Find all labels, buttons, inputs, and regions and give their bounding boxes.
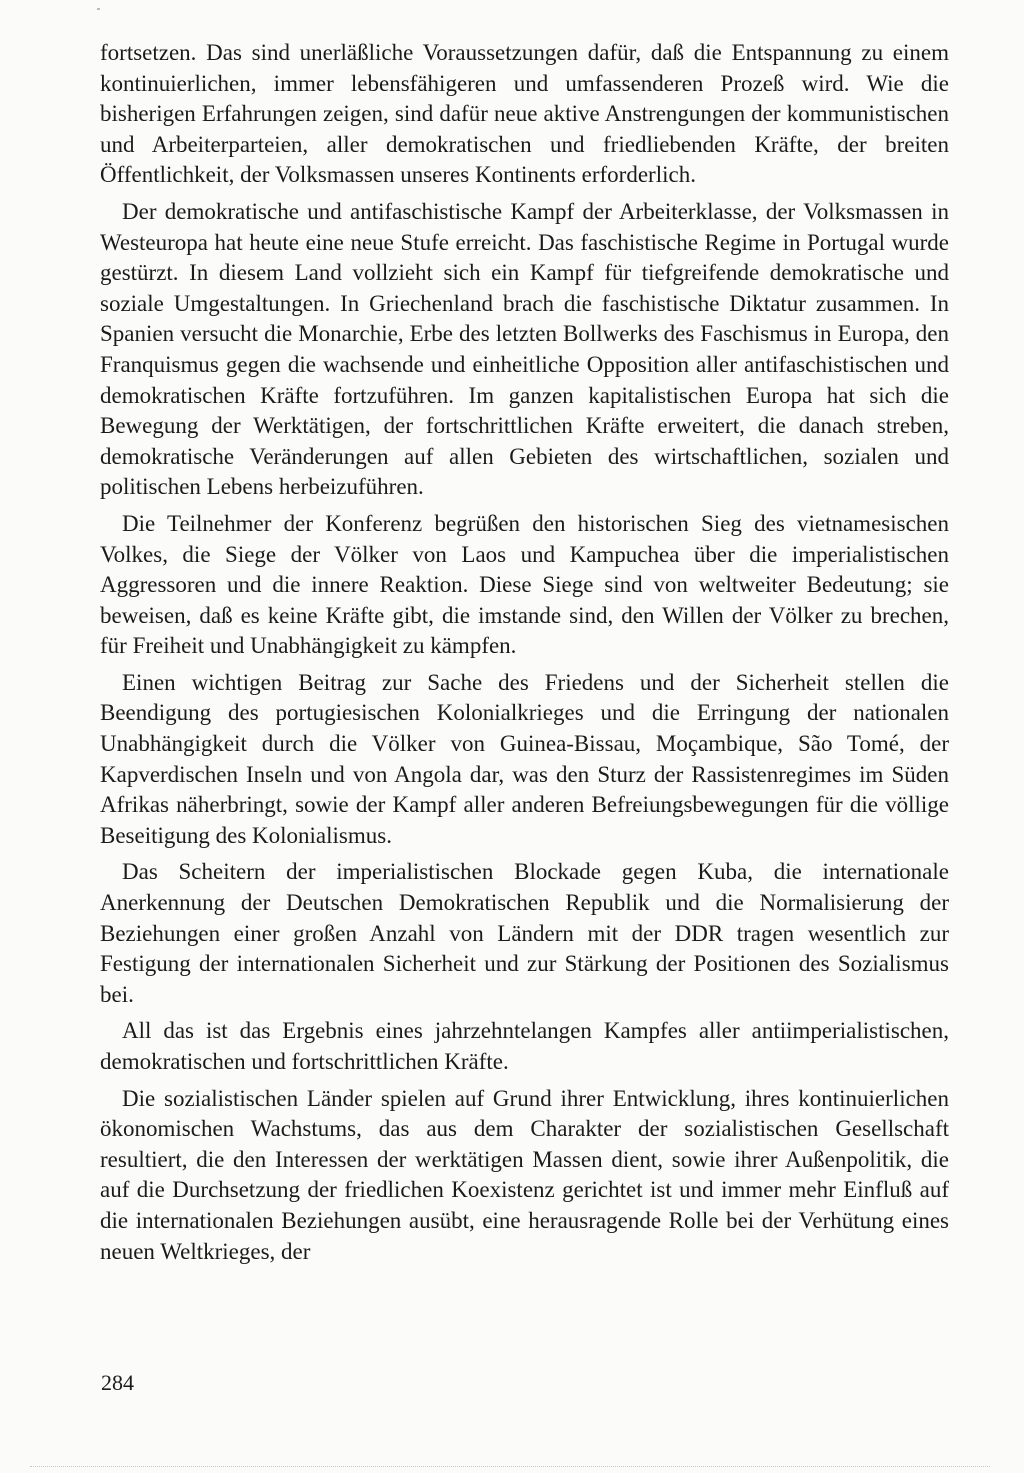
paragraph: Das Scheitern der imperialistischen Blockade gegen Kuba, die internationale Anerkennung der Deutschen Demokratischen Republik und die Normalisierung der Beziehungen einer großen Anzahl von Ländern mit der DDR tragen wesentlich zur Festigung der internationalen Sicherheit und zur Stärkung der Positionen des Sozialismus bei. [100, 859, 949, 1007]
paragraph: Der demokratische und antifaschistische Kampf der Arbeiterklasse, der Volksmassen in Westeuropa hat heute eine neue Stufe erreicht. Das faschistische Regime in Portugal wurde gestürzt. In diesem Land vollzieht sich ein Kampf für tiefgreifende demokratische und soziale Umgestaltungen. In Griechenland brach die faschistische Diktatur zusammen. In Spanien versucht die Monarchie, Erbe des letzten Bollwerks des Faschismus in Europa, den Franquismus gegen die wachsende und einheitliche Opposition aller antifaschistischen und demokratischen Kräfte fortzuführen. Im ganzen kapitalistischen Europa hat sich die Bewegung der Werktätigen, der fortschrittlichen Kräfte erweitert, die danach streben, demokratische Veränderungen auf allen Gebieten des wirtschaftlichen, sozialen und politischen Lebens herbeizuführen. [100, 198, 949, 500]
paragraph: Die sozialistischen Länder spielen auf Grund ihrer Entwicklung, ihres kontinuierlichen ökonomischen Wachstums, das aus dem Charakter der sozialistischen Gesellschaft resultiert, die den Interessen der werktätigen Massen dient, sowie ihrer Außenpolitik, die auf die Durchsetzung der friedlichen Koexistenz gerichtet ist und immer mehr Einfluß auf die internationalen Beziehungen ausübt, eine herausragende Rolle bei der Verhütung eines neuen Weltkrieges, der [100, 1085, 949, 1264]
paragraph: Die Teilnehmer der Konferenz begrüßen den historischen Sieg des vietnamesischen Volkes, die Siege der Völker von Laos und Kampuchea über die imperialistischen Aggressoren und die innere Reaktion. Diese Siege sind von weltweiter Bedeutung; sie beweisen, daß es keine Kräfte gibt, die imstande sind, den Willen der Völker zu brechen, für Freiheit und Unabhängigkeit zu kämpfen. [100, 510, 949, 659]
page-number: 284 [101, 1370, 134, 1395]
page-body [100, 38, 949, 1273]
paragraph: All das ist das Ergebnis eines jahrzehntelangen Kampfes aller antiimperialistischen, demokratischen und fortschrittlichen Kräfte. [100, 1018, 949, 1074]
scan-edge-line [30, 1466, 990, 1468]
scan-artifact-mark [97, 8, 100, 10]
paragraph: fortsetzen. Das sind unerläßliche Voraussetzungen dafür, daß die Entspannung zu einem kontinuierlichen, immer lebensfähigeren und umfassenderen Prozeß wird. Wie die bisherigen Erfahrungen zeigen, sind dafür neue aktive Anstrengungen der kommunistischen und Arbeiterparteien, aller demokratischen und friedliebenden Kräfte, der breiten Öffentlichkeit, der Volksmassen unseres Kontinents erforderlich. [100, 40, 949, 188]
paragraph: Einen wichtigen Beitrag zur Sache des Friedens und der Sicherheit stellen die Beendigung des portugiesischen Kolonialkrieges und die Erringung der nationalen Unabhängigkeit durch die Völker von Guinea-Bissau, Moçambique, São Tomé, der Kapverdischen Inseln und von Angola dar, was den Sturz der Rassistenregimes im Süden Afrikas näherbringt, sowie der Kampf aller anderen Befreiungsbewegungen für die völlige Beseitigung des Kolonialismus. [100, 669, 949, 848]
